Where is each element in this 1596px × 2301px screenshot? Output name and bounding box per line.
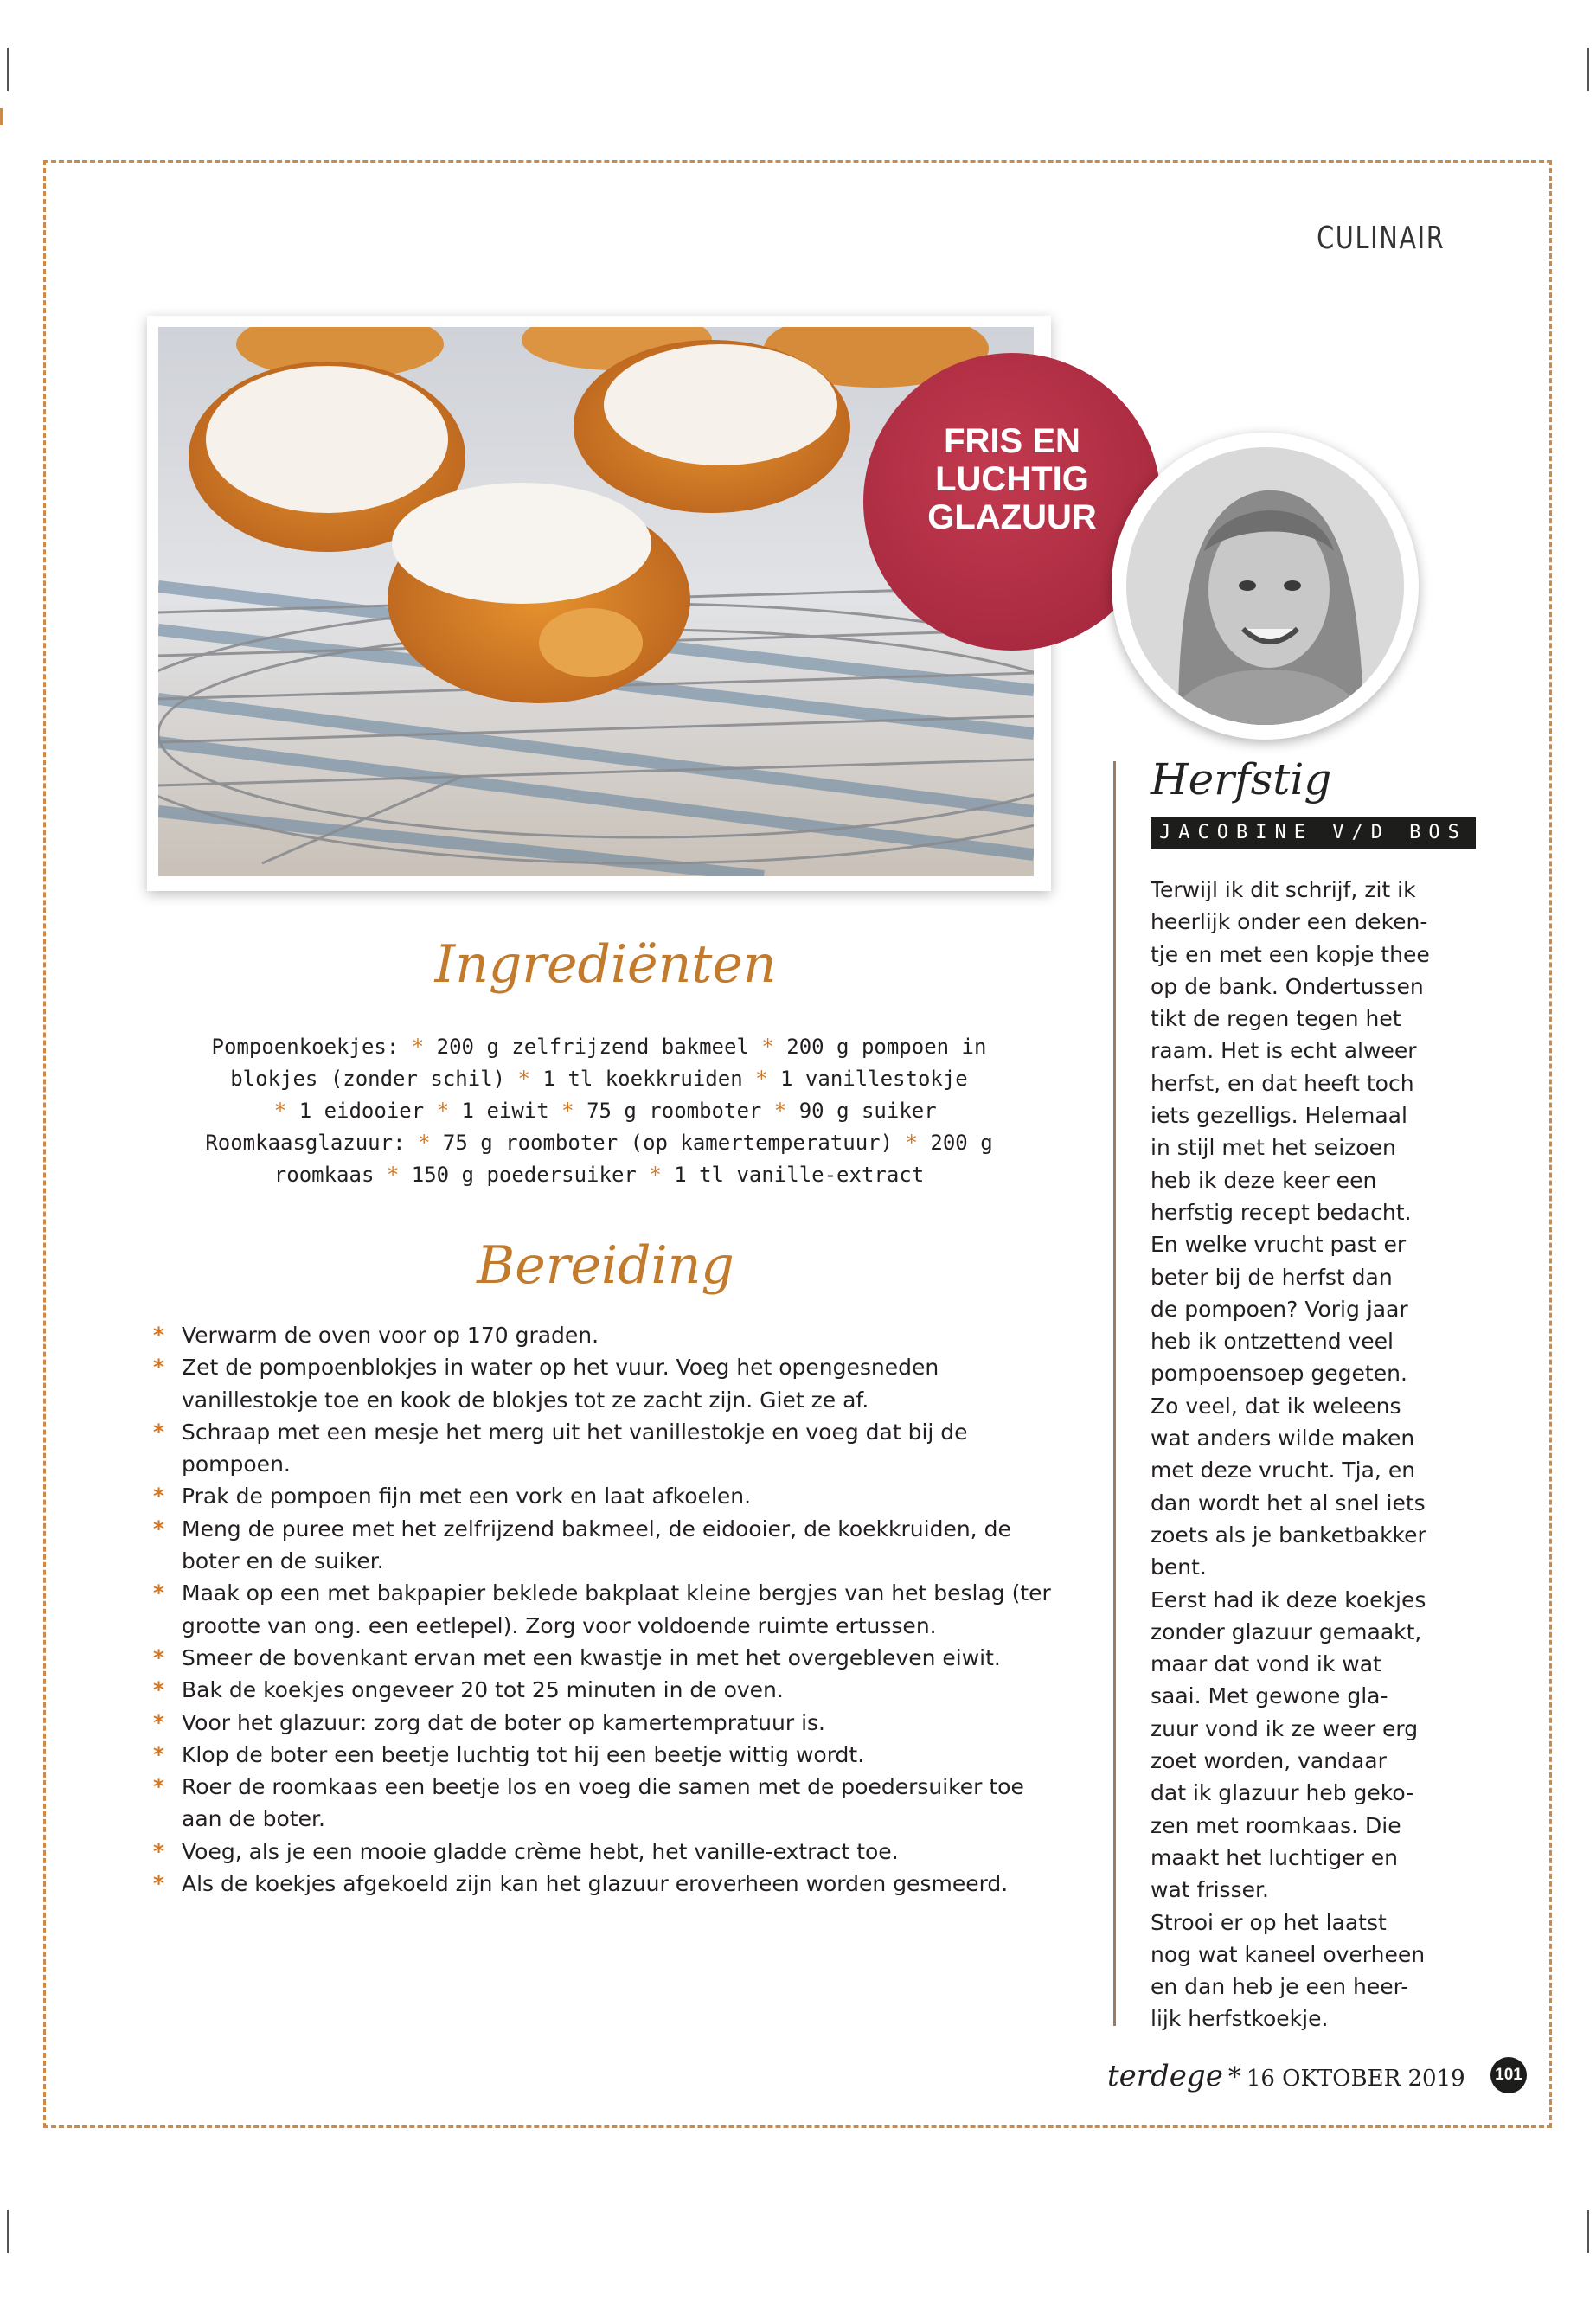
crop-mark	[7, 48, 9, 91]
badge-line: LUCHTIG	[935, 460, 1089, 498]
separator-star: *	[548, 1099, 587, 1123]
separator-star: *	[374, 1163, 412, 1187]
column-line: wat frisser.	[1151, 1877, 1269, 1903]
ingredient-item: 75 g roomboter	[586, 1099, 762, 1123]
separator-star: *	[399, 1035, 437, 1059]
ingredient-item: 1 eiwit	[461, 1099, 549, 1123]
ingredient-item: roomkaas	[273, 1163, 375, 1187]
column-line: dat ik glazuur heb geko-	[1151, 1780, 1414, 1806]
column-line: wat anders wilde maken	[1151, 1426, 1415, 1452]
footer	[1107, 2059, 1465, 2093]
preparation-heading: Bereiding	[477, 1235, 734, 1296]
column-line: maakt het luchtiger en	[1151, 1844, 1399, 1870]
step-item: * Schraap met een mesje het merg uit het vanillestokje en voeg dat bij de pompoen.	[153, 1416, 1053, 1481]
column-line: herfst, en dat heeft toch	[1151, 1070, 1414, 1096]
ingredients-heading: Ingrediënten	[434, 934, 777, 995]
ingredient-item: blokjes (zonder schil)	[230, 1067, 506, 1091]
column-text	[1151, 874, 1471, 2035]
step-item: * Klop de boter een beetje luchtig tot hij een beetje wittig wordt.	[153, 1739, 1053, 1771]
column-line: Strooi er op het laatst	[1151, 1909, 1387, 1935]
column-line: zen met roomkaas. Die	[1151, 1812, 1401, 1838]
page-number: 101	[1490, 2057, 1527, 2093]
column-line: met deze vrucht. Tja, en	[1151, 1458, 1416, 1484]
ingredient-line	[147, 1095, 1051, 1127]
ingredient-item: 200 g	[930, 1131, 993, 1155]
badge-text	[861, 422, 1163, 536]
column-line: zoet worden, vandaar	[1151, 1748, 1387, 1774]
column-line: Eerst had ik deze koekjes	[1151, 1586, 1426, 1612]
ingredient-item: 90 g suiker	[798, 1099, 937, 1123]
step-item: * Roer de roomkaas een beetje los en voeg die samen met de poedersuiker toe aan de boter.	[153, 1771, 1053, 1836]
ingredient-item: Pompoenkoekjes:	[211, 1035, 400, 1059]
column-line: tikt de regen tegen het	[1151, 1006, 1401, 1032]
column-line: beter bij de herfst dan	[1151, 1264, 1393, 1290]
column-line: bent.	[1151, 1554, 1207, 1580]
ingredient-line	[147, 1127, 1051, 1159]
column-line: zonder glazuur gemaakt,	[1151, 1618, 1422, 1644]
badge-line: FRIS EN	[944, 422, 1080, 460]
column-line: heerlijk onder een deken-	[1151, 909, 1428, 935]
ingredient-line	[147, 1159, 1051, 1191]
ingredient-item: 1 eidooier	[298, 1099, 425, 1123]
ingredient-line	[147, 1031, 1051, 1063]
separator-star: *	[748, 1035, 787, 1059]
ingredient-item: 1 tl koekkruiden	[542, 1067, 743, 1091]
column-line: nog wat kaneel overheen	[1151, 1941, 1426, 1967]
column-line: dan wordt het al snel iets	[1151, 1490, 1426, 1516]
separator-star: *	[761, 1099, 799, 1123]
portrait-image	[1126, 447, 1404, 725]
step-item: * Voor het glazuur: zorg dat de boter op kamertempratuur is.	[153, 1707, 1053, 1739]
column-line: iets gezelligs. Helemaal	[1151, 1103, 1407, 1129]
column-line: zuur vond ik ze weer erg	[1151, 1715, 1419, 1741]
separator-star: *	[405, 1131, 443, 1155]
footer-star: *	[1227, 2062, 1241, 2093]
column-line: lijk herfstkoekje.	[1151, 2006, 1329, 2032]
column-line: herfstig recept bedacht.	[1151, 1199, 1412, 1225]
step-item: * Voeg, als je een mooie gladde crème hebt, het vanille-extract toe.	[153, 1836, 1053, 1868]
column-line: maar dat vond ik wat	[1151, 1651, 1381, 1677]
crop-mark	[1587, 2210, 1589, 2253]
step-item: * Meng de puree met het zelfrijzend bakmeel, de eidooier, de koekkruiden, de boter en de suiker.	[153, 1513, 1053, 1578]
badge-line: GLAZUUR	[927, 498, 1097, 536]
column-line: heb ik ontzettend veel	[1151, 1329, 1394, 1355]
separator-star: *	[742, 1067, 781, 1091]
preparation-steps	[153, 1319, 1053, 1900]
column-line: En welke vrucht past er	[1151, 1232, 1407, 1258]
ingredient-item: 75 g roomboter (op kamertemperatuur)	[442, 1131, 894, 1155]
column-line: de pompoen? Vorig jaar	[1151, 1296, 1408, 1322]
column-line: op de bank. Ondertussen	[1151, 973, 1424, 999]
separator-star: *	[505, 1067, 543, 1091]
ingredient-item: Roomkaasglazuur:	[205, 1131, 406, 1155]
column-line: saai. Met gewone gla-	[1151, 1683, 1388, 1709]
step-item: * Maak op een met bakpapier beklede bakplaat kleine bergjes van het beslag (ter grootte van ong. een eetlepel). Zorg voor voldoende ruimte ertussen.	[153, 1577, 1053, 1642]
author-portrait	[1112, 433, 1419, 740]
crop-mark	[1587, 48, 1589, 91]
ingredient-item: 1 vanillestokje	[780, 1067, 968, 1091]
ingredient-line	[147, 1063, 1051, 1095]
step-item: * Verwarm de oven voor op 170 graden.	[153, 1319, 1053, 1351]
step-item: * Smeer de bovenkant ervan met een kwastje in met het overgebleven eiwit.	[153, 1642, 1053, 1674]
step-item: * Bak de koekjes ongeveer 20 tot 25 minuten in de oven.	[153, 1674, 1053, 1706]
column-line: Terwijl ik dit schrijf, zit ik	[1151, 877, 1416, 902]
column-line: heb ik deze keer een	[1151, 1167, 1377, 1193]
separator-star: *	[636, 1163, 675, 1187]
ingredient-item: 200 g pompoen in	[786, 1035, 987, 1059]
ingredient-item: 200 g zelfrijzend bakmeel	[436, 1035, 749, 1059]
issue-date: 16 OKTOBER 2019	[1246, 2066, 1465, 2092]
step-item: * Zet de pompoenblokjes in water op het vuur. Voeg het opengesneden vanillestokje toe en kook de blokjes tot ze zacht zijn. Giet ze af.	[153, 1351, 1053, 1416]
author-byline: JACOBINE V/D BOS	[1151, 817, 1476, 849]
magazine-brand: terdege	[1107, 2059, 1223, 2093]
separator-star: *	[424, 1099, 462, 1123]
separator-star: *	[261, 1099, 299, 1123]
column-line: raam. Het is echt alweer	[1151, 1038, 1417, 1064]
column-line: en dan heb je een heer-	[1151, 1974, 1409, 2000]
ingredient-item: 150 g poedersuiker	[411, 1163, 637, 1187]
column-line: tje en met een kopje thee	[1151, 941, 1430, 967]
column-line: pompoensoep gegeten.	[1151, 1361, 1407, 1387]
column-title: Herfstig	[1151, 754, 1332, 804]
crop-mark	[7, 2210, 9, 2253]
ingredients-list	[147, 1031, 1051, 1191]
step-item: * Prak de pompoen fijn met een vork en laat afkoelen.	[153, 1480, 1053, 1512]
column-line: zoets als je banketbakker	[1151, 1522, 1426, 1548]
separator-star: *	[893, 1131, 931, 1155]
column-divider	[1113, 761, 1116, 2026]
section-label: CULINAIR	[1316, 221, 1445, 256]
ingredient-item: 1 tl vanille-extract	[674, 1163, 925, 1187]
crop-mark	[0, 108, 3, 125]
column-line: Zo veel, dat ik weleens	[1151, 1393, 1401, 1419]
step-item: * Als de koekjes afgekoeld zijn kan het glazuur eroverheen worden gesmeerd.	[153, 1868, 1053, 1900]
column-line: in stijl met het seizoen	[1151, 1135, 1396, 1161]
